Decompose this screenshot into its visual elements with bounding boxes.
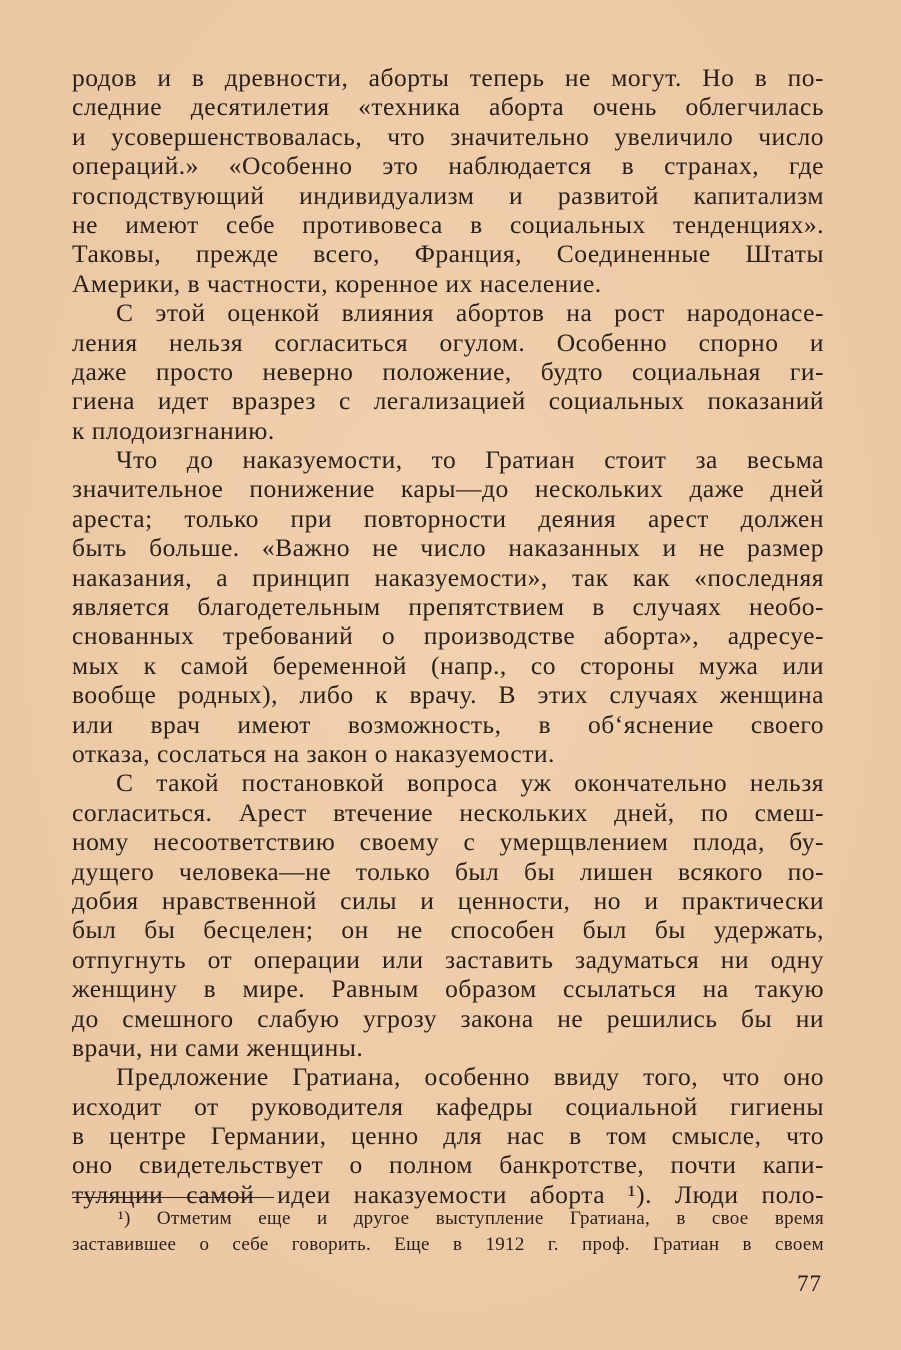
text-line: был бы бесцелен; он не способен был бы удержать,	[72, 915, 824, 945]
text-line: и усовершенствовалась, что значительно увеличило число	[72, 121, 824, 151]
text-line: к плодоизгнанию.	[72, 415, 275, 445]
text-line: снованных требований о производстве аборта», адресуе-	[72, 621, 824, 651]
text-line: даже просто неверно положение, будто социальная ги-	[72, 356, 824, 386]
text-line: оно свидетельствует о полном банкротстве, почти капи-	[72, 1150, 824, 1180]
text-line: следние десятилетия «техника аборта очень облегчилась	[72, 92, 824, 122]
footnotes	[72, 1206, 824, 1258]
text-line: в центре Германии, ценно для нас в том смысле, что	[72, 1121, 824, 1151]
text-line: наказания, а принцип наказуемости», так как «последняя	[72, 562, 824, 592]
text-line: исходит от руководителя кафедры социальной гигиены	[72, 1091, 824, 1121]
footnote-line: ¹) Отметим еще и другое выступление Гратиана, в свое время	[118, 1208, 824, 1229]
text-line: значительное понижение кары—до нескольких даже дней	[72, 474, 824, 504]
footnote-separator	[72, 1197, 274, 1198]
text-line: отпугнуть от операции или заставить задуматься ни одну	[72, 944, 824, 974]
text-line: Что до наказуемости, то Гратиан стоит за весьма	[116, 445, 824, 475]
text-line: Америки, в частности, коренное их население.	[72, 268, 602, 298]
text-line: туляции самой идеи наказуемости аборта ¹). Люди поло-	[72, 1179, 824, 1209]
text-line: не имеют себе противовеса в социальных тенденциях».	[72, 209, 824, 239]
text-line: Предложение Гратиана, особенно ввиду того, что оно	[116, 1062, 824, 1092]
text-line: или врач имеют возможность, в об‘яснение своего	[72, 709, 824, 739]
text-line: С этой оценкой влияния абортов на рост народонасе-	[116, 298, 824, 328]
footnote-line: заставившее о себе говорить. Еще в 1912 г. проф. Гратиан в своем	[72, 1234, 824, 1255]
text-line: ареста; только при повторности деяния арест должен	[72, 503, 824, 533]
text-line: быть больше. «Важно не число наказанных и не размер	[72, 533, 824, 563]
text-line: Таковы, прежде всего, Франция, Соединенные Штаты	[72, 239, 824, 269]
text-line: ления нельзя согласиться огулом. Особенно спорно и	[72, 327, 824, 357]
text-line: ному несоответствию своему с умерщвлением плода, бу-	[72, 827, 824, 857]
text-line: С такой постановкой вопроса уж окончательно нельзя	[116, 768, 824, 798]
text-line: до смешного слабую угрозу закона не решились бы ни	[72, 1003, 824, 1033]
text-line: отказа, сослаться на закон о наказуемости.	[72, 738, 555, 768]
text-line: господствующий индивидуализм и развитой капитализм	[72, 180, 824, 210]
text-line: врачи, ни сами женщины.	[72, 1032, 364, 1062]
text-line: согласиться. Арест втечение нескольких дней, по смеш-	[72, 797, 824, 827]
text-line: добия нравственной силы и ценности, но и практически	[72, 885, 824, 915]
text-line: является благодетельным препятствием в случаях необо-	[72, 592, 824, 622]
page-number: 77	[797, 1271, 822, 1296]
body-text	[72, 63, 824, 1209]
text-line: мых к самой беременной (напр., со стороны мужа или	[72, 650, 824, 680]
text-line: женщину в мире. Равным образом ссылаться на такую	[72, 974, 824, 1004]
text-line: гиена идет вразрез с легализацией социальных показаний	[72, 386, 824, 416]
text-line: дущего человека—не только был бы лишен всякого по-	[72, 856, 824, 886]
text-line: вообще родных), либо к врачу. В этих случаях женщина	[72, 680, 824, 710]
text-line: операций.» «Особенно это наблюдается в странах, где	[72, 151, 824, 181]
text-line: родов и в древности, аборты теперь не могут. Но в по-	[72, 63, 824, 92]
